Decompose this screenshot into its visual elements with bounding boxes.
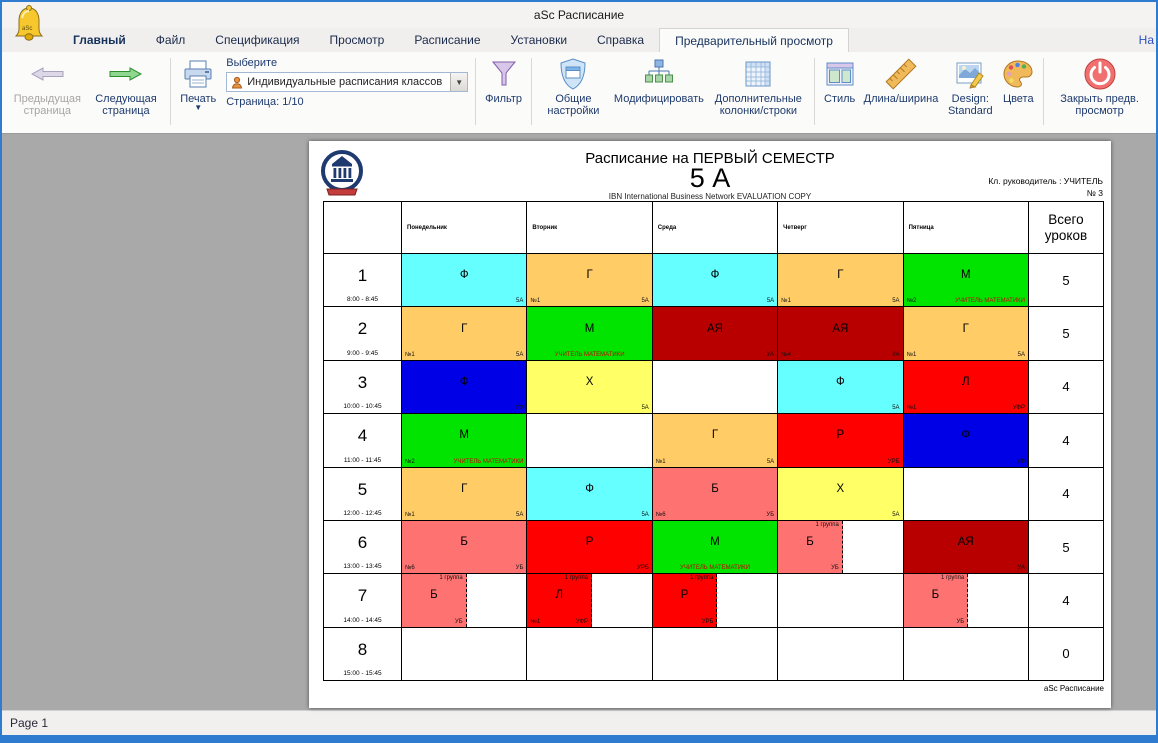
menu-item-raspisanie[interactable]: Расписание	[414, 33, 481, 47]
lesson-sublabel: УФР	[1012, 405, 1025, 412]
lesson-box	[402, 521, 526, 573]
lesson-cell[interactable]	[904, 574, 1029, 627]
total-cell: 0	[1029, 628, 1104, 681]
day-header-thursday: Четверг	[778, 202, 903, 254]
lesson-subject: Б	[711, 482, 719, 495]
schedule-row	[324, 307, 1104, 360]
shield-settings-icon	[557, 56, 589, 92]
schedule-row	[324, 361, 1104, 414]
title-bar	[2, 2, 1156, 32]
lesson-cell[interactable]	[402, 307, 527, 360]
lesson-sublabel: УА	[1017, 565, 1025, 572]
extra-columns-label: Дополнительные колонки/строки	[714, 93, 802, 118]
printer-icon	[182, 56, 214, 92]
total-header: Всего уроков	[1029, 202, 1104, 254]
lesson-subject: Ф	[459, 269, 469, 282]
length-width-label: Длина/ширина	[863, 93, 939, 105]
lesson-box	[527, 521, 651, 573]
group-separator	[170, 58, 171, 125]
app-logo-bell-icon	[12, 4, 46, 49]
lesson-sublabel: 5А	[641, 405, 649, 412]
period-time: 9:00 - 9:45	[346, 349, 379, 357]
prev-page-button[interactable]	[8, 55, 87, 119]
lesson-box	[527, 468, 651, 520]
lesson-subject: Х	[836, 482, 845, 495]
lesson-cell[interactable]	[778, 521, 903, 574]
status-bar	[2, 710, 1156, 735]
class-name: 5 А	[689, 163, 731, 193]
lesson-sublabel: УЧИТЕЛЬ МАТЕМАТИКИ	[680, 565, 750, 572]
lesson-cell[interactable]	[778, 361, 903, 414]
schedule-type-combobox[interactable]	[226, 72, 468, 92]
period-time: 11:00 - 11:45	[343, 456, 382, 464]
lesson-cell[interactable]	[904, 521, 1029, 574]
close-preview-label: Закрыть предв. просмотр	[1060, 93, 1139, 118]
lesson-sublabel: 1 группа	[439, 575, 463, 582]
header-right-block	[988, 175, 1103, 200]
grid-table-icon	[742, 56, 774, 92]
period-cell	[324, 361, 402, 414]
total-cell: 4	[1029, 468, 1104, 521]
period-time: 12:00 - 12:45	[343, 509, 382, 517]
close-preview-button[interactable]	[1049, 55, 1150, 119]
menu-item-specifikaciya[interactable]: Спецификация	[215, 33, 300, 47]
lesson-subject: Б	[931, 589, 940, 602]
lesson-sublabel: №1	[655, 458, 666, 465]
lesson-subject: Х	[585, 375, 594, 388]
lesson-subject: М	[584, 322, 595, 335]
group-separator	[475, 58, 476, 125]
lesson-sublabel: УЧИТЕЛЬ МАТЕМАТИКИ	[453, 458, 524, 465]
period-cell	[324, 254, 402, 307]
lesson-sublabel: №1	[405, 511, 415, 518]
ribbon-toolbar	[2, 52, 1156, 134]
tab-preview[interactable]: Предварительный просмотр	[659, 28, 849, 52]
svg-text:aSc: aSc	[22, 26, 33, 32]
lesson-sublabel: 5А	[766, 458, 775, 465]
period-cell	[324, 628, 402, 681]
lesson-sublabel: №2	[906, 298, 917, 305]
lesson-box	[653, 521, 777, 573]
schedule-row	[324, 414, 1104, 467]
lesson-cell[interactable]	[653, 307, 778, 360]
group-appearance	[816, 54, 1043, 129]
lesson-sublabel: УБ	[766, 511, 775, 518]
lesson-sublabel: 1 группа	[564, 575, 589, 582]
schedule-row	[324, 574, 1104, 627]
lesson-box	[904, 254, 1028, 306]
lesson-box	[527, 361, 651, 413]
lesson-box	[778, 307, 902, 359]
palette-icon	[1002, 56, 1034, 92]
lesson-cell[interactable]	[402, 254, 527, 307]
prev-page-label: Предыдущая страница	[13, 93, 81, 118]
lesson-cell[interactable]	[778, 254, 903, 307]
lesson-box	[402, 254, 526, 306]
print-dropdown-caret-icon[interactable]: ▼	[194, 103, 203, 113]
lesson-sublabel: №1	[530, 618, 541, 625]
lesson-subject: Г	[461, 482, 468, 495]
period-cell	[324, 468, 402, 521]
period-number: 6	[357, 532, 368, 552]
style-button[interactable]	[820, 55, 860, 106]
schedule-title: Расписание на ПЕРВЫЙ СЕМЕСТР	[585, 150, 835, 167]
period-cell	[324, 307, 402, 360]
arrow-left-icon	[28, 56, 66, 92]
lesson-sublabel: 1 группа	[690, 575, 714, 582]
lesson-cell[interactable]	[904, 414, 1029, 467]
lesson-cell[interactable]	[402, 468, 527, 521]
period-time: 8:00 - 8:45	[346, 296, 379, 304]
lesson-box	[402, 414, 526, 466]
lesson-subject: Ф	[710, 269, 720, 282]
lesson-cell[interactable]	[778, 414, 903, 467]
page-counter: Страница: 1/10	[226, 96, 304, 108]
lesson-subject: М	[710, 536, 720, 549]
modify-label: Модифицировать	[613, 93, 704, 105]
lesson-subject: Б	[460, 536, 468, 549]
lesson-sublabel: №1	[906, 351, 917, 358]
lesson-cell[interactable]	[653, 628, 778, 681]
group-print	[172, 54, 474, 129]
lesson-box	[527, 574, 592, 626]
lesson-cell[interactable]	[527, 254, 652, 307]
period-time: 14:00 - 14:45	[343, 616, 382, 624]
combobox-arrow-icon[interactable]: ▼	[450, 73, 467, 91]
arrow-right-icon	[107, 56, 145, 92]
schedule-row	[324, 521, 1104, 574]
lesson-sublabel: №2	[405, 458, 415, 465]
menu-item-prosmotr[interactable]: Просмотр	[329, 33, 385, 47]
lesson-subject: Г	[837, 269, 844, 282]
group-settings	[533, 54, 813, 129]
group-close	[1045, 54, 1154, 129]
preview-page	[309, 141, 1111, 708]
tree-diagram-icon	[643, 56, 675, 92]
schedule-row	[324, 468, 1104, 521]
corner-cell	[324, 202, 402, 254]
lesson-box	[904, 574, 969, 626]
lesson-box	[904, 307, 1028, 359]
lesson-subject: Г	[711, 429, 719, 442]
lesson-sublabel: УА	[892, 351, 900, 358]
lesson-box	[778, 361, 902, 413]
group-separator	[1043, 58, 1044, 125]
lesson-sublabel: УБ	[515, 565, 524, 572]
preview-workarea	[2, 134, 1156, 710]
lesson-subject: М	[960, 269, 971, 282]
lesson-cell[interactable]	[527, 628, 652, 681]
lesson-sublabel: УРБ	[887, 458, 900, 465]
lesson-cell[interactable]	[402, 628, 527, 681]
colors-label: Цвета	[1002, 93, 1034, 105]
lesson-cell[interactable]	[402, 521, 527, 574]
lesson-sublabel: 5А	[516, 298, 524, 305]
lesson-box	[527, 254, 651, 306]
lesson-subject: АЯ	[832, 322, 849, 335]
lesson-cell[interactable]	[653, 414, 778, 467]
schedule-header-row	[324, 202, 1104, 254]
lesson-sublabel: УБ	[454, 618, 463, 625]
ruler-icon	[883, 56, 919, 92]
lesson-cell[interactable]	[904, 254, 1029, 307]
lesson-sublabel: 5А	[892, 298, 900, 305]
schedule-row	[324, 628, 1104, 681]
lesson-sublabel: УФР	[575, 618, 589, 625]
period-time: 10:00 - 10:45	[343, 403, 382, 411]
lesson-cell[interactable]	[778, 628, 903, 681]
total-cell: 5	[1029, 307, 1104, 360]
page-number-line: № 3	[1086, 188, 1103, 199]
length-width-button[interactable]	[860, 55, 943, 106]
period-number: 5	[357, 479, 368, 499]
lesson-sublabel: №1	[906, 405, 917, 412]
lesson-sublabel: УБ	[956, 618, 965, 625]
lesson-cell[interactable]	[527, 574, 652, 627]
period-number: 4	[357, 426, 368, 446]
lesson-sublabel: №6	[405, 565, 415, 572]
lesson-cell[interactable]	[904, 468, 1029, 521]
lesson-subject: Г	[586, 269, 593, 282]
lesson-sublabel: УА	[766, 351, 775, 358]
lesson-sublabel: УЧИТЕЛЬ МАТЕМАТИКИ	[955, 298, 1025, 305]
lesson-box	[778, 468, 902, 520]
power-close-icon	[1082, 56, 1118, 92]
lesson-sublabel: УРБ	[701, 618, 714, 625]
lesson-sublabel: 5А	[892, 511, 900, 518]
modify-button[interactable]	[610, 55, 708, 106]
lesson-cell[interactable]	[778, 468, 903, 521]
person-icon	[231, 76, 243, 89]
lesson-subject: Б	[806, 536, 814, 549]
funnel-icon	[488, 56, 520, 92]
lesson-sublabel: 1 группа	[940, 575, 965, 582]
menu-right-truncated-text: На	[1138, 33, 1154, 47]
lesson-subject: Р	[680, 589, 689, 602]
layout-style-icon	[824, 56, 856, 92]
group-filter	[477, 54, 530, 129]
lesson-sublabel: УЧИТЕЛЬ МАТЕМАТИКИ	[554, 351, 625, 358]
lesson-cell[interactable]	[527, 414, 652, 467]
next-page-label: Следующая страница	[95, 93, 157, 118]
lesson-sublabel: 5А	[641, 298, 649, 305]
lesson-box	[653, 307, 777, 359]
extra-columns-button[interactable]	[708, 55, 809, 119]
lesson-cell[interactable]	[527, 361, 652, 414]
period-time: 13:00 - 13:45	[343, 563, 382, 571]
lesson-sublabel: 5А	[516, 511, 524, 518]
total-cell: 4	[1029, 361, 1104, 414]
total-cell: 5	[1029, 521, 1104, 574]
day-header-friday: Пятница	[904, 202, 1029, 254]
day-header-wednesday: Среда	[653, 202, 778, 254]
lesson-box	[904, 361, 1028, 413]
period-number: 7	[357, 586, 368, 606]
lesson-cell[interactable]	[527, 468, 652, 521]
day-header-tuesday: Вторник	[527, 202, 652, 254]
next-page-button[interactable]	[87, 55, 166, 119]
page-footer: aSc Расписание	[1043, 684, 1104, 693]
lesson-sublabel: 5А	[1017, 351, 1025, 358]
lesson-cell[interactable]	[653, 361, 778, 414]
period-cell	[324, 574, 402, 627]
lesson-subject: Б	[430, 589, 438, 602]
schedule-row	[324, 254, 1104, 307]
lesson-subject: АЯ	[706, 322, 723, 335]
lesson-subject: М	[459, 429, 469, 442]
lesson-cell[interactable]	[653, 574, 778, 627]
period-time: 15:00 - 15:45	[343, 670, 382, 677]
lesson-cell[interactable]	[527, 307, 652, 360]
lesson-sublabel: №1	[405, 351, 415, 358]
window-bottom-border	[2, 735, 1156, 741]
lesson-sublabel: №4	[781, 351, 791, 358]
lesson-sublabel: 5А	[516, 351, 524, 358]
general-settings-button[interactable]	[537, 55, 610, 119]
lesson-box	[778, 521, 843, 573]
lesson-cell[interactable]	[402, 361, 527, 414]
lesson-cell[interactable]	[904, 628, 1029, 681]
lesson-cell[interactable]	[778, 574, 903, 627]
select-schedule-section	[220, 55, 470, 108]
colors-button[interactable]	[998, 55, 1038, 106]
lesson-cell[interactable]	[904, 361, 1029, 414]
lesson-subject: Ф	[835, 375, 845, 388]
menu-item-glavny[interactable]: Главный	[73, 33, 126, 47]
lesson-box	[778, 414, 902, 466]
lesson-sublabel: УРБ	[637, 565, 649, 572]
period-number: 3	[357, 372, 368, 392]
lesson-subject: Р	[836, 429, 845, 442]
evaluation-watermark: IBN International Business Network EVALUATION COPY	[608, 192, 812, 201]
period-cell	[324, 414, 402, 467]
lesson-subject: Ф	[459, 375, 469, 388]
lesson-sublabel: №1	[781, 298, 791, 305]
lesson-sublabel: 5А	[641, 511, 649, 518]
lesson-box	[402, 361, 526, 413]
schedule-type-value: Индивидуальные расписания классов	[247, 76, 443, 88]
lesson-sublabel: 5А	[766, 298, 775, 305]
lesson-box	[402, 468, 526, 520]
period-number: 1	[357, 266, 368, 285]
lesson-subject: Р	[585, 536, 594, 549]
lesson-box	[653, 574, 718, 626]
select-label: Выберите	[226, 57, 278, 69]
lesson-cell[interactable]	[653, 254, 778, 307]
filter-label: Фильтр	[485, 93, 523, 105]
status-page-text: Page 1	[10, 716, 49, 730]
general-settings-label: Общие настройки	[547, 93, 600, 118]
lesson-box	[653, 254, 777, 306]
group-navigation	[4, 54, 169, 129]
menu-item-fail[interactable]: Файл	[155, 33, 186, 47]
lesson-box	[904, 414, 1028, 466]
lesson-sublabel: УБ	[831, 565, 839, 572]
lesson-box	[904, 521, 1028, 573]
lesson-sublabel: №1	[530, 298, 541, 305]
lesson-cell[interactable]	[653, 521, 778, 574]
period-cell	[324, 521, 402, 574]
style-label: Стиль	[824, 93, 856, 105]
design-label: Design: Standard	[947, 93, 993, 118]
filter-button[interactable]	[481, 55, 526, 106]
day-header-monday: Понедельник	[402, 202, 527, 254]
lesson-sublabel: №6	[655, 511, 666, 518]
menu-item-ustanovki[interactable]: Установки	[510, 33, 568, 47]
lesson-cell[interactable]	[778, 307, 903, 360]
class-teacher-line: Кл. руководитель : УЧИТЕЛЬ	[988, 176, 1103, 186]
lesson-subject: Ф	[585, 482, 594, 495]
lesson-box	[778, 254, 902, 306]
lesson-sublabel: 1 группа	[815, 521, 839, 528]
lesson-cell[interactable]	[527, 521, 652, 574]
lesson-subject: Л	[555, 589, 563, 602]
menu-item-spravka[interactable]: Справка	[597, 33, 645, 47]
lesson-box	[653, 414, 777, 466]
group-separator	[531, 58, 532, 125]
lesson-subject: Ф	[961, 429, 971, 442]
print-button[interactable]	[176, 55, 220, 112]
total-cell: 4	[1029, 414, 1104, 467]
lesson-box	[402, 574, 467, 626]
lesson-cell[interactable]	[402, 574, 527, 627]
lesson-subject: АЯ	[957, 536, 974, 549]
picture-pencil-icon	[954, 56, 986, 92]
lesson-cell[interactable]	[653, 468, 778, 521]
group-separator	[814, 58, 815, 125]
print-label: Печать	[180, 93, 217, 105]
lesson-subject: Г	[962, 322, 969, 335]
total-cell: 5	[1029, 254, 1104, 307]
lesson-sublabel: УФ	[1016, 458, 1025, 465]
schedule-table	[323, 201, 1104, 681]
lesson-cell[interactable]	[904, 307, 1029, 360]
lesson-cell[interactable]	[402, 414, 527, 467]
design-button[interactable]	[942, 55, 998, 119]
period-number: 2	[357, 319, 368, 339]
lesson-box	[527, 307, 651, 359]
lesson-sublabel: УФ	[515, 405, 524, 412]
total-cell: 4	[1029, 574, 1104, 627]
lesson-sublabel: 5А	[892, 405, 900, 412]
period-number: 8	[357, 639, 368, 659]
lesson-subject: Г	[461, 322, 468, 335]
window-title: aSc Расписание	[533, 8, 625, 22]
lesson-subject: Л	[961, 375, 970, 388]
lesson-box	[653, 468, 777, 520]
lesson-box	[402, 307, 526, 359]
menu-bar	[2, 28, 1156, 52]
